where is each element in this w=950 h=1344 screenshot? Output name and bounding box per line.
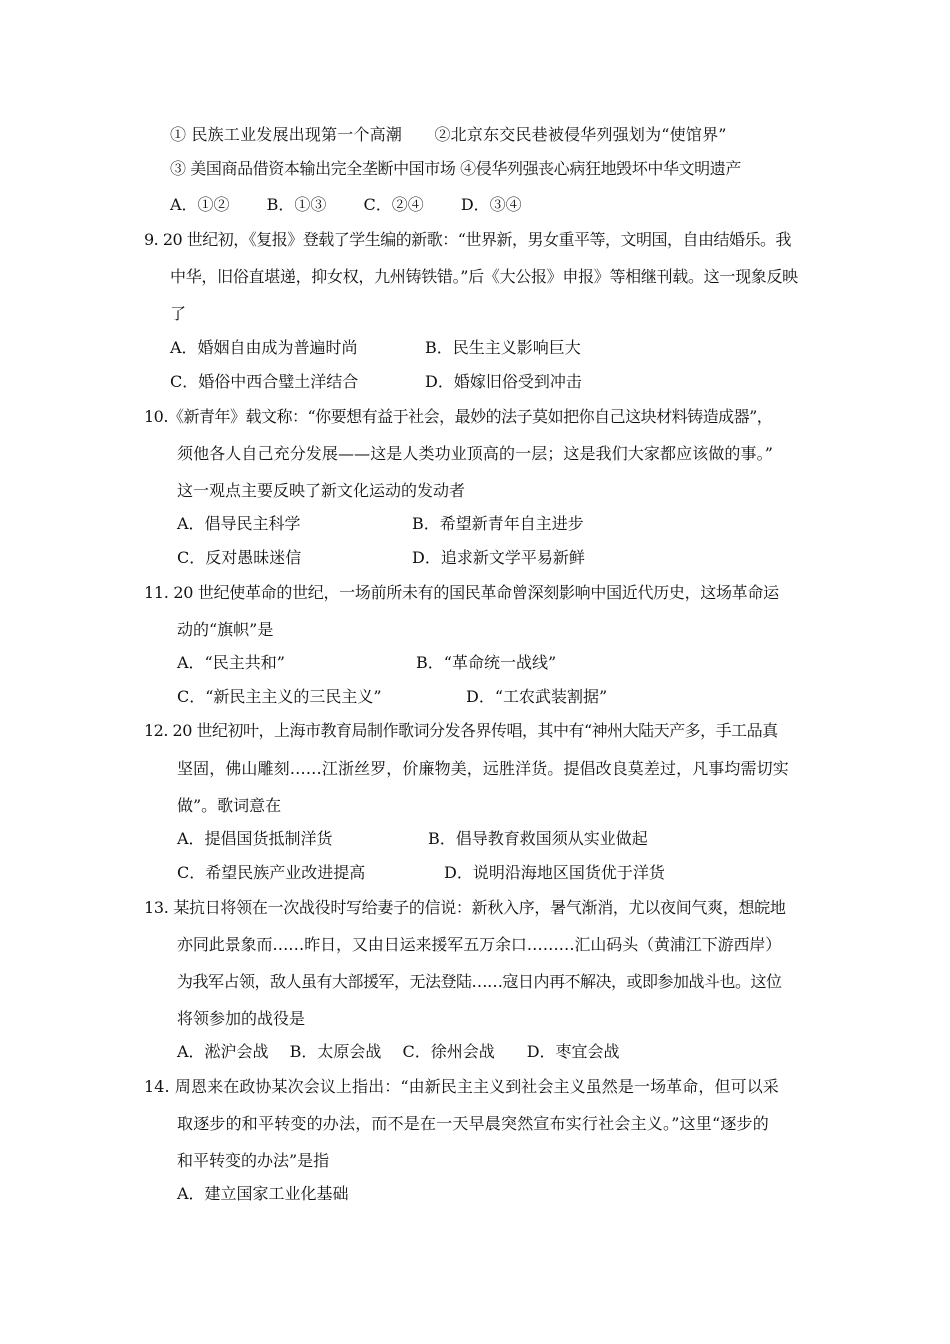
q9-stem-line-1: 9. 20 世纪初，《复报》登载了学生编的新歌：“世界新，男女重平等，文明国，自由结婚乐。我	[144, 230, 791, 249]
q12-option-d: D．说明沿海地区国货优于洋货	[444, 863, 665, 882]
q8-options: A．①② B．①③ C．②④ D．③④	[170, 195, 522, 214]
q12-stem-line-1: 12. 20 世纪初叶，上海市教育局制作歌词分发各界传唱，其中有“神州大陆天产多，手工品真	[144, 721, 778, 740]
q10-stem-line-1: 10.《新青年》载文称：“你要想有益于社会，最妙的法子莫如把你自己这块材料铸造成器”，	[144, 407, 773, 426]
q11-stem-line-2: 动的“旗帜”是	[177, 620, 274, 639]
q11-option-a: A．“民主共和”	[177, 653, 285, 672]
q14-option-a: A．建立国家工业化基础	[177, 1184, 349, 1203]
q10-option-c: C．反对愚昧迷信	[177, 548, 302, 567]
q12-option-c: C．希望民族产业改进提高	[177, 863, 366, 882]
q10-stem-line-3: 这一观点主要反映了新文化运动的发动者	[177, 481, 466, 500]
q14-stem-line-2: 取逐步的和平转变的办法，而不是在一天早晨突然宣布实行社会主义。”这里“逐步的	[177, 1114, 769, 1133]
q12-stem-line-3: 做”。歌词意在	[177, 796, 282, 815]
q13-stem-line-1: 13. 某抗日将领在一次战役时写给妻子的信说：新秋入序，暑气渐消，尤以夜间气爽，想皖地	[144, 898, 786, 917]
q11-option-b: B．“革命统一战线”	[416, 653, 557, 672]
q8-choice-line-1: ① 民族工业发展出现第一个高潮 ②北京东交民巷被侵华列强划为“使馆界”	[170, 125, 727, 144]
q10-stem-line-2: 须他各人自己充分发展——这是人类功业顶高的一层；这是我们大家都应该做的事。”	[177, 444, 773, 463]
q8-choice-line-2: ③ 美国商品借资本输出完全垄断中国市场 ④侵华列强丧心病狂地毁坏中华文明遗产	[170, 159, 741, 178]
q9-option-c: C．婚俗中西合璧土洋结合	[170, 372, 359, 391]
q9-option-b: B．民生主义影响巨大	[425, 338, 581, 357]
q14-stem-line-3: 和平转变的办法”是指	[177, 1151, 330, 1170]
q13-stem-line-2: 亦同此景象而……昨日，又由日运来援军五万余口………汇山码头（黄浦江下游西岸）	[177, 935, 782, 954]
q12-option-b: B．倡导教育救国须从实业做起	[428, 829, 648, 848]
q11-stem-line-1: 11. 20 世纪使革命的世纪，一场前所未有的国民革命曾深刻影响中国近代历史，这场革命运	[144, 583, 779, 602]
q10-option-a: A．倡导民主科学	[177, 514, 301, 533]
q9-stem-line-3: 了	[170, 304, 187, 323]
q11-option-d: D．“工农武装割据”	[466, 687, 608, 706]
q11-option-c: C．“新民主主义的三民主义”	[177, 687, 382, 706]
q13-stem-line-4: 将领参加的战役是	[177, 1009, 306, 1028]
q9-option-d: D．婚嫁旧俗受到冲击	[425, 372, 582, 391]
q12-option-a: A．提倡国货抵制洋货	[177, 829, 333, 848]
q14-stem-line-1: 14. 周恩来在政协某次会议上指出：“由新民主主义到社会主义虽然是一场革命，但可以采	[144, 1077, 779, 1096]
q9-stem-line-2: 中华，旧俗直堪递，抑女权，九州铸铁错。”后《大公报》申报》等相继刊载。这一现象反映	[170, 267, 798, 286]
q12-stem-line-2: 坚固，佛山雕刻……江浙丝罗，价廉物美，远胜洋货。提倡改良莫差过，凡事均需切实	[177, 759, 789, 778]
q13-options: A．淞沪会战 B．太原会战 C．徐州会战 D．枣宜会战	[177, 1042, 620, 1061]
q9-option-a: A．婚姻自由成为普遍时尚	[170, 338, 358, 357]
q10-option-b: B．希望新青年自主进步	[412, 514, 584, 533]
q10-option-d: D．追求新文学平易新鲜	[412, 548, 585, 567]
q13-stem-line-3: 为我军占领，敌人虽有大部援军，无法登陆……寇日内再不解决，或即参加战斗也。这位	[177, 972, 782, 991]
